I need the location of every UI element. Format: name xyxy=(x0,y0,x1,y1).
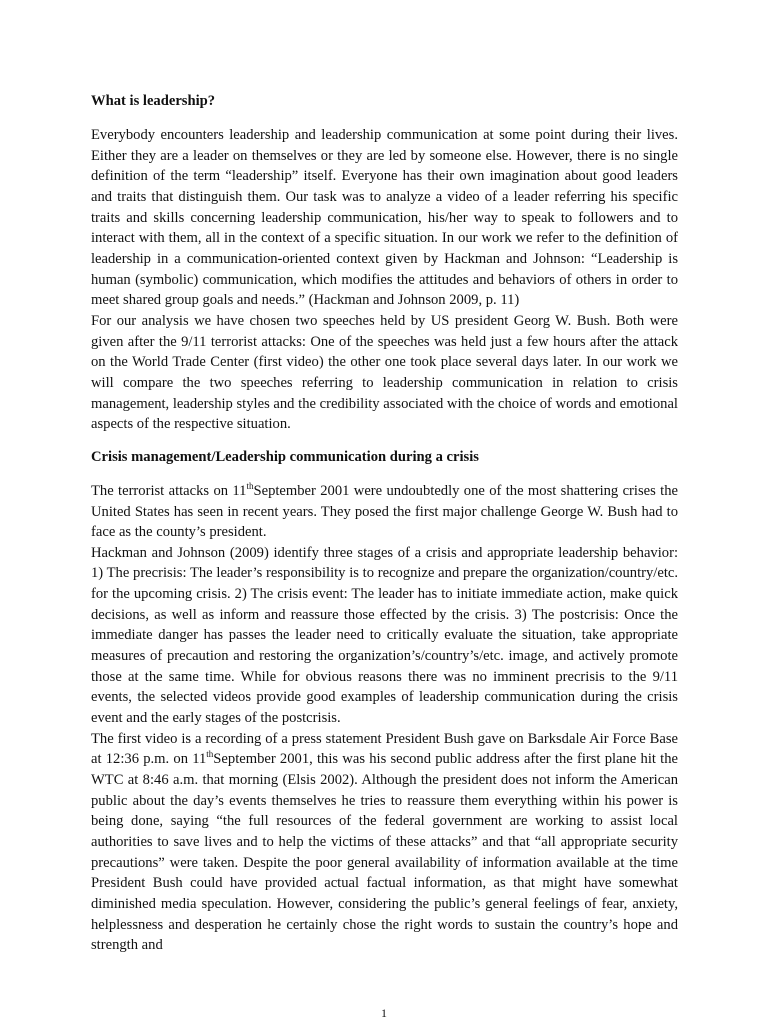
superscript: th xyxy=(246,480,254,491)
text-span: The first video is a recording of a press statement President Bush gave on Barksdale Air Force Base at 12:36 p.m. on 11 xyxy=(91,730,678,768)
text-span: September 2001 were undoubtedly one of the most shattering crises the United States has seen in recent years. They posed the first major challenge George W. Bush had to face as the county’s president. xyxy=(91,482,678,541)
paragraph-analysis: For our analysis we have chosen two speeches held by US president Georg W. Bush. Both were given after the 9/11 terrorist attacks: One of the speeches was held just a few hours after the attack on the World Trade Center (first video) the other one took place several days later. In our work we will compare the two speeches referring to leadership communication in relation to crisis management, leadership styles and the credibility associated with the choice of words and emotional aspects of the respective situation. xyxy=(91,312,678,433)
section-heading-leadership: What is leadership? xyxy=(91,93,216,109)
paragraph-first-video xyxy=(91,729,678,956)
paragraph-attacks xyxy=(91,481,678,543)
text-span: September 2001, this was his second public address after the first plane hit the WTC at 8:46 a.m. that morning (Elsis 2002). Although the president does not inform the American public about the day’s events themselves he tries to reassure them everything within his power is being done, saying “the full resources of the federal government are working to assist local authorities to save lives and to help the victims of these attacks” and that “all appropriate security precautions” were taken. Despite the poor general availability of information available at the time President Bush could have provided actual factual information, as that might have somewhat diminished media speculation. However, considering the public’s general feelings of fear, anxiety, helplessness and desperation he certainly chose the right words to sustain the country’s hope and strength and xyxy=(91,751,678,954)
page-number: 1 xyxy=(381,1006,387,1020)
paragraph-intro: Everybody encounters leadership and leadership communication at some point during their lives. Either they are a leader on themselves or they are led by someone else. However, there is no single definition of the term “leadership” itself. Everyone has their own imagination about good leaders and traits that distinguish them. Our task was to analyze a video of a leader referring his specific traits and skills concerning leadership communication, his/her way to speak to followers and to interact with them, all in the context of a specific situation. In our work we refer to the definition of leadership in a communication-oriented context given by Hackman and Johnson: “Leadership is human (symbolic) communication, which modifies the attitudes and behaviors of others in order to meet shared group goals and needs.” (Hackman and Johnson 2009, p. 11) xyxy=(91,127,678,309)
document-body xyxy=(91,91,678,956)
text-span: The terrorist attacks on 11 xyxy=(91,482,247,499)
superscript: th xyxy=(206,749,214,760)
section-heading-crisis: Crisis management/Leadership communication during a crisis xyxy=(91,448,479,465)
paragraph-crisis-stages: Hackman and Johnson (2009) identify three stages of a crisis and appropriate leadership behavior: 1) The precrisis: The leader’s responsibility is to recognize and prepare the organization/country/etc. for the upcoming crisis. 2) The crisis event: The leader has to initiate immediate action, make quick decisions, as well as inform and reassure those effected by the crisis. 3) The postcrisis: Once the immediate danger has passes the leader need to critically evaluate the situation, take appropriate measures of precaution and restoring the organization’s/country’s/etc. image, and actively promote those at the same time. While for obvious reasons there was no imminent precrisis to the 9/11 events, the selected videos provide good examples of leadership communication during the crisis event and the early stages of the postcrisis. xyxy=(91,544,678,727)
